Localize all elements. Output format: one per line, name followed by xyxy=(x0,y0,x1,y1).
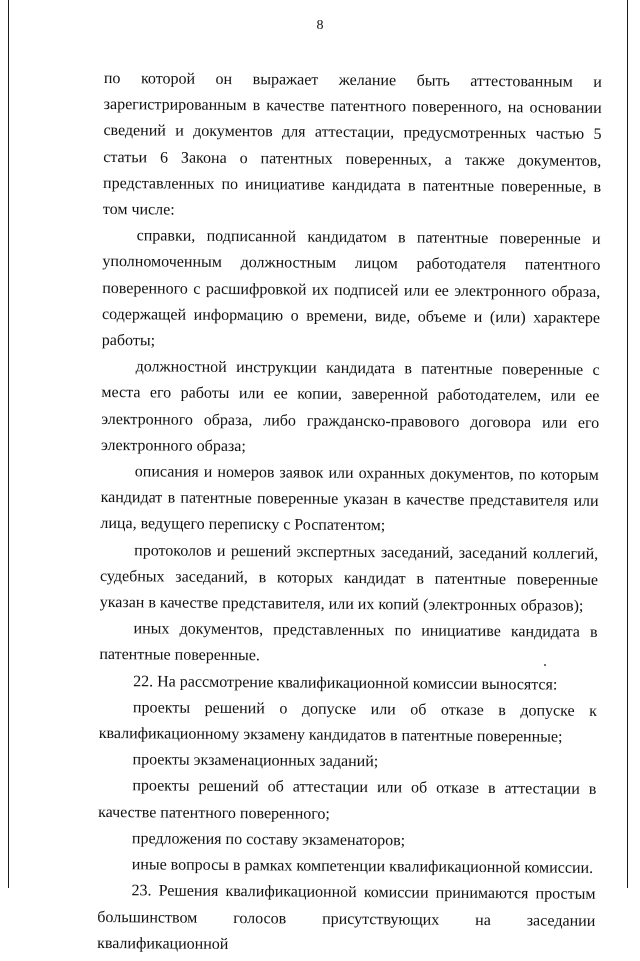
paragraph-protocols: протоколов и решений экспертных заседаний, заседаний коллегий, судебных заседаний, в которых кандидат в патентные поверенные указан в качестве представителя, или их копий (электронных образов); xyxy=(99,541,599,615)
page-number: 8 xyxy=(316,18,324,33)
paragraph-admission-drafts: проекты решений о допуске или об отказе в допуске к квалификационному экзамену кандидатов в патентные поверенные; xyxy=(98,699,598,746)
scan-edge-right xyxy=(627,0,628,888)
document-body xyxy=(97,66,602,961)
scan-edge-left xyxy=(8,0,9,888)
paragraph-continuation: по которой он выражает желание быть аттестованным и зарегистрированным в качестве патентного поверенного, на основании сведений и документов для аттестации, предусмотренных частью 5 статьи 6 Закона о патентных поверенных, а также документов, представленных по инициативе кандидата в патентные поверенные, в том числе: xyxy=(102,69,602,219)
paragraph-applications: описания и номеров заявок или охранных документов, по которым кандидат в патентные поверенные указан в качестве представителя или лица, ведущего переписку с Роспатентом; xyxy=(100,463,599,535)
paragraph-job-description: должностной инструкции кандидата в патентные поверенные с места его работы или ее копии, заверенной работодателем, или ее электронного образа, либо гражданско-правового договора или его электронного образа; xyxy=(100,358,600,455)
paragraph-other-questions: иные вопросы в рамках компетенции квалификационной комиссии. xyxy=(131,856,594,877)
paragraph-examiners: предложения по составу экзаменаторов; xyxy=(131,830,406,850)
scan-speck xyxy=(544,664,546,666)
paragraph-section-22: 22. На рассмотрение квалификационной комиссии выносятся: xyxy=(133,672,558,694)
paragraph-attestation-drafts: проекты решений об аттестации или об отказе в аттестации в качестве патентного поверенного; xyxy=(98,777,597,823)
paragraph-certificate: справки, подписанной кандидатом в патентные поверенные и уполномоченным должностным лицом работодателя патентного поверенного с расшифровкой их подписей или ее электронного образа, содержащей информацию о времени, виде, объеме и (или) характере работы; xyxy=(101,227,601,350)
paragraph-section-23: 23. Решения квалификационной комиссии принимаются простым большинством голосов присутствующих на заседании квалификационной xyxy=(97,882,596,953)
paragraph-other-documents: иных документов, представленных по инициативе кандидата в патентные поверенные. xyxy=(99,620,598,665)
paragraph-exam-drafts: проекты экзаменационных заданий; xyxy=(132,751,379,771)
